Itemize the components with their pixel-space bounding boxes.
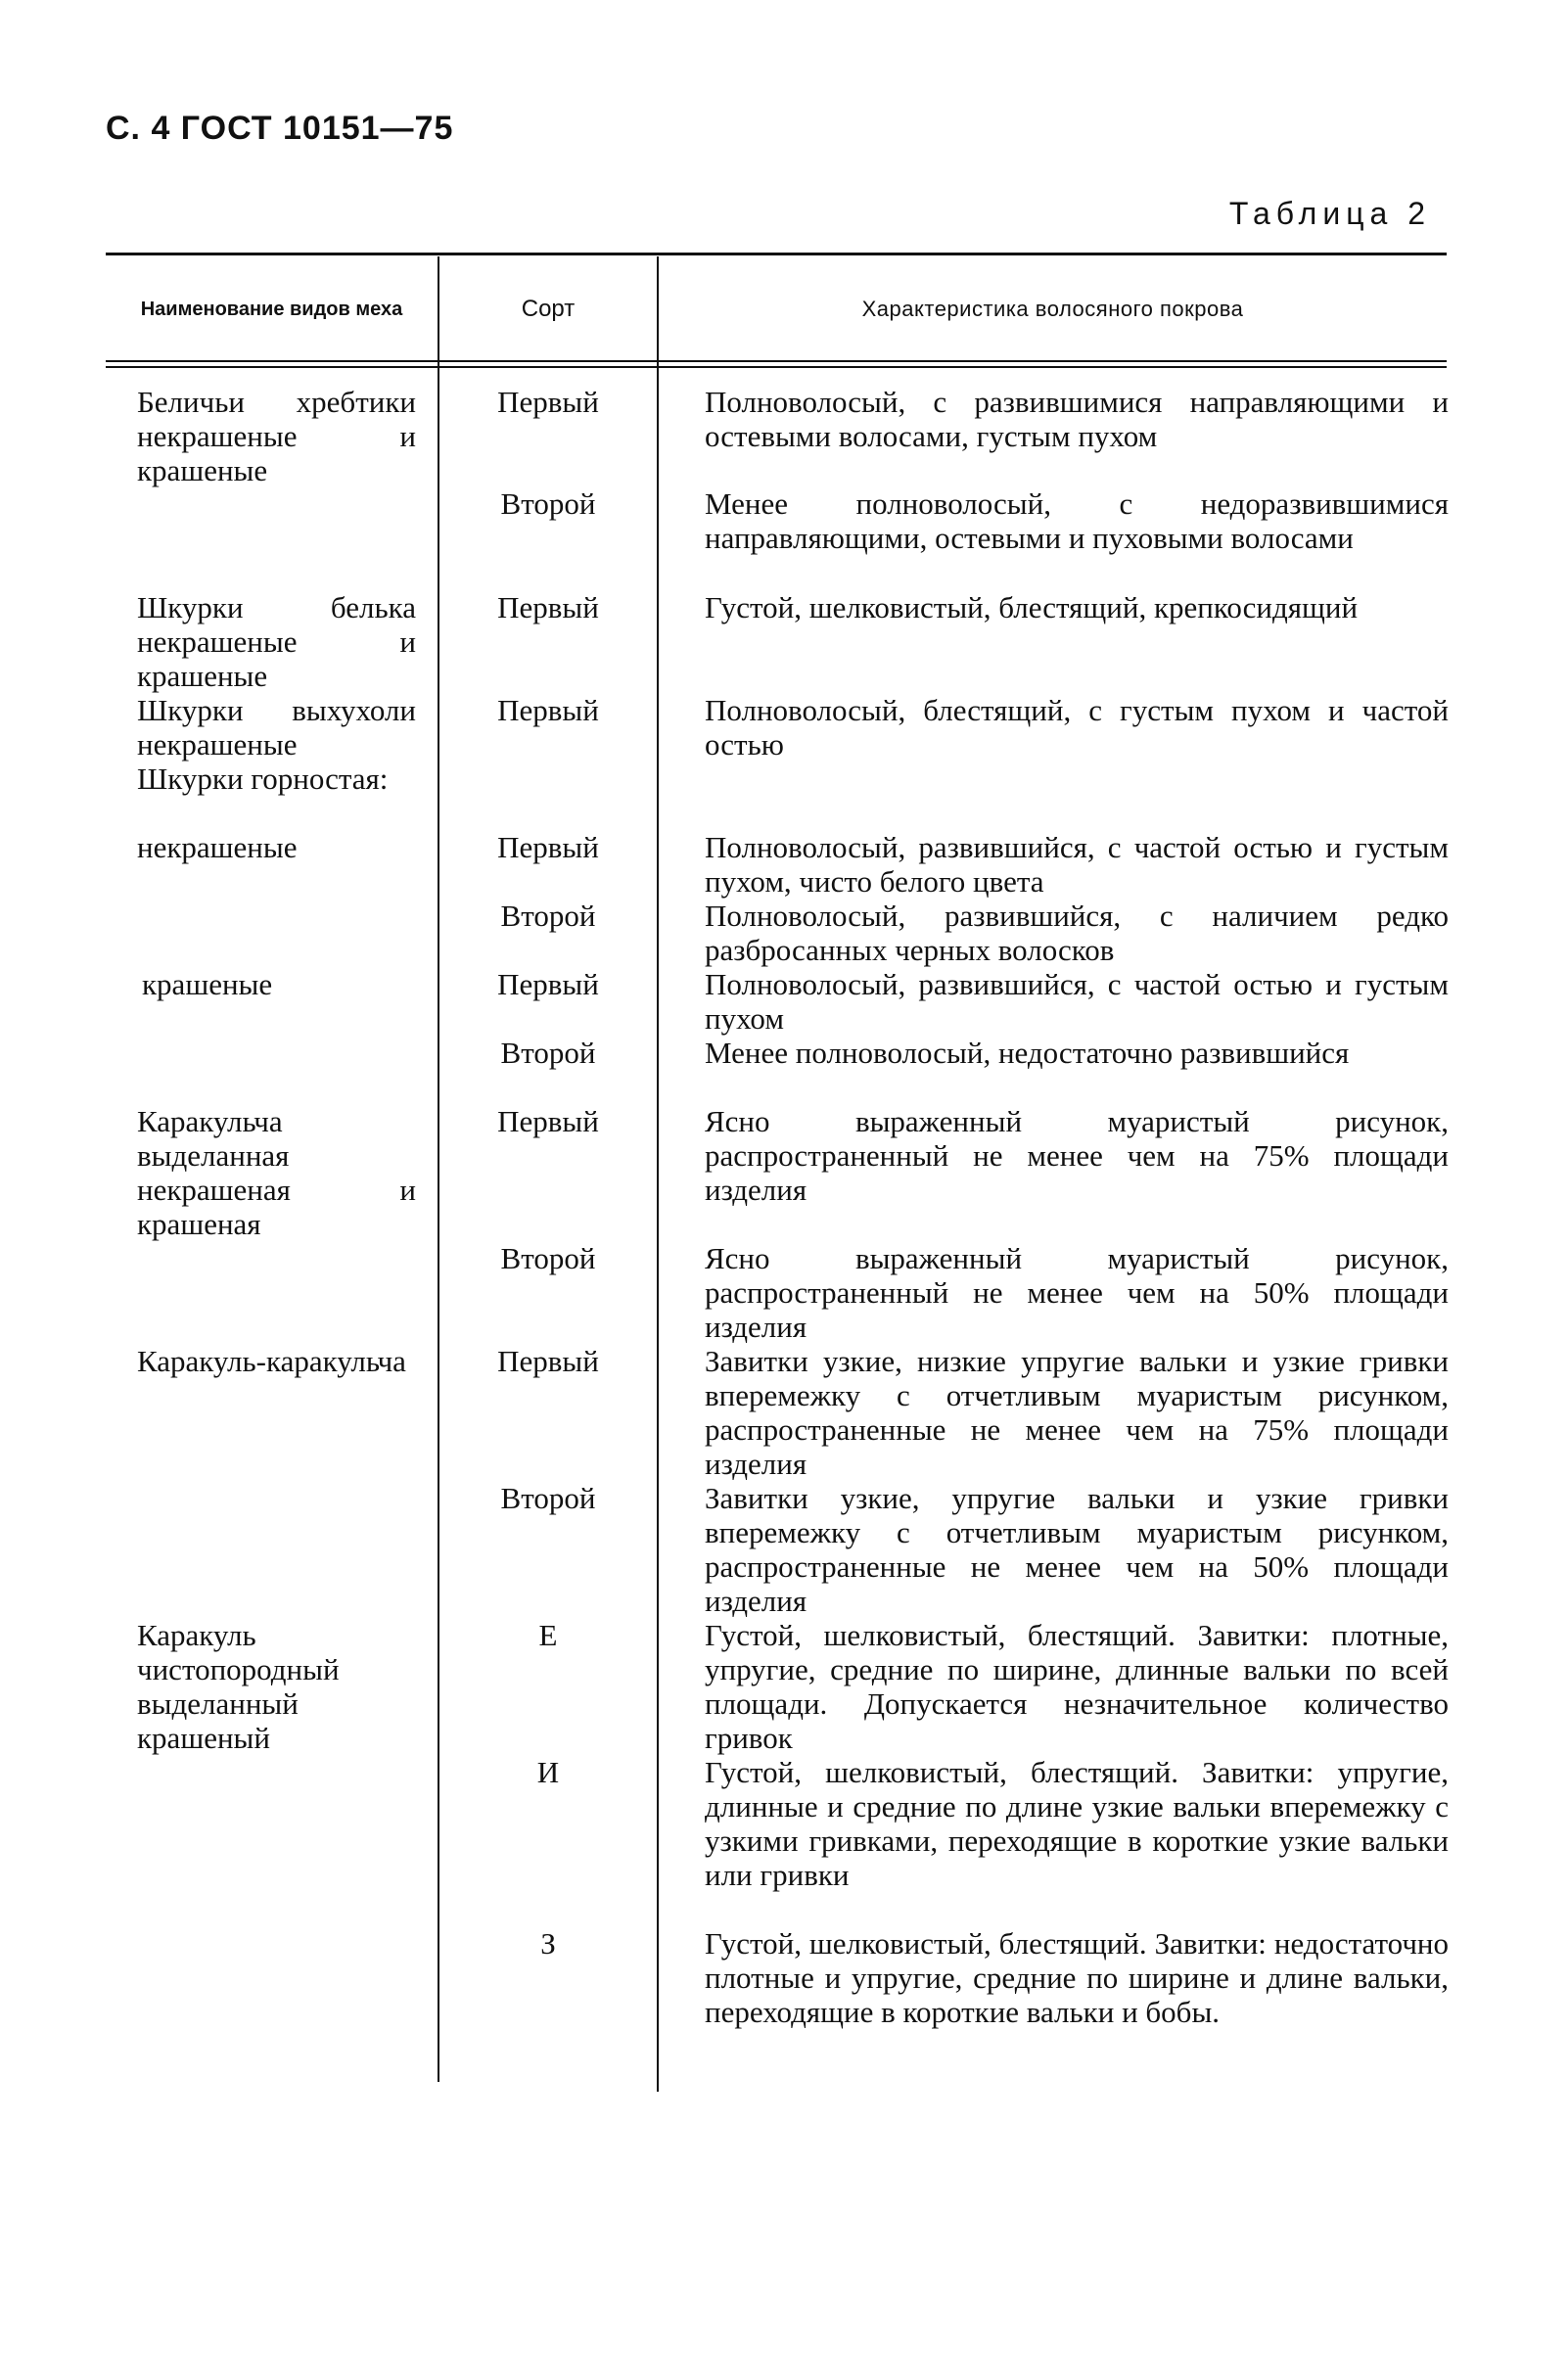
fur-name-cell: Беличьи хребтики некрашеные и крашеные xyxy=(137,385,416,487)
fur-name-cell: Каракуль-каракульча xyxy=(137,1344,406,1378)
characteristic-cell: Завитки узкие, упругие вальки и узкие гривки вперемежку с отчетливым муаристым рисунком, распространенные не менее чем на 50% площади изделия xyxy=(705,1481,1449,1618)
column-header-characteristic: Характеристика волосяного покрова xyxy=(861,297,1244,321)
grade-cell: Второй xyxy=(500,1481,596,1515)
table-top-rule xyxy=(106,253,1447,255)
grade-cell: Первый xyxy=(497,693,599,727)
header-underline-double xyxy=(106,366,1447,368)
grade-cell: Первый xyxy=(497,1104,599,1138)
characteristic-cell: Полноволосый, развившийся, с частой остью и густым пухом, чисто белого цвета xyxy=(705,830,1449,899)
header-underline xyxy=(106,360,1447,362)
fur-subname-cell: некрашеные xyxy=(137,830,298,864)
fur-name-cell: Каракульча выделанная некрашеная и крашеная xyxy=(137,1104,416,1241)
table-caption: Таблица 2 xyxy=(1228,196,1431,231)
characteristic-cell: Менее полноволосый, с недоразвившимися направляющими, остевыми и пуховыми волосами xyxy=(705,486,1449,555)
page-header: С. 4 ГОСТ 10151—75 xyxy=(106,110,454,147)
column-header-name: Наименование видов меха xyxy=(140,299,403,320)
fur-name-cell: Шкурки белька некрашеные и крашеные xyxy=(137,590,416,693)
grade-cell: Второй xyxy=(500,899,596,933)
characteristic-cell: Густой, шелковистый, блестящий. Завитки: недостаточно плотные и упругие, средние по ширине и длине вальки, переходящие в короткие вальки и бобы. xyxy=(705,1926,1449,2029)
grade-cell: Первый xyxy=(497,1344,599,1378)
grade-cell: Первый xyxy=(497,385,599,419)
characteristic-cell: Полноволосый, развившийся, с частой остью и густым пухом xyxy=(705,967,1449,1036)
grade-cell: И xyxy=(536,1755,560,1789)
grade-cell: Второй xyxy=(500,486,596,521)
column-divider xyxy=(438,256,439,2082)
characteristic-cell: Ясно выраженный муаристый рисунок, распространенный не менее чем на 75% площади изделия xyxy=(705,1104,1449,1207)
fur-name-cell: Шкурки выхухоли некрашеные xyxy=(137,693,416,762)
characteristic-cell: Полноволосый, с развившимися направляющими и остевыми волосами, густым пухом xyxy=(705,385,1449,453)
fur-subname-cell: крашеные xyxy=(142,967,273,1001)
characteristic-cell: Ясно выраженный муаристый рисунок, распространенный не менее чем на 50% площади изделия xyxy=(705,1241,1449,1344)
characteristic-cell: Густой, шелковистый, блестящий. Завитки: упругие, длинные и средние по длине узкие вальки вперемежку с узкими гривками, переходящие в короткие узкие вальки или гривки xyxy=(705,1755,1449,1892)
grade-cell: З xyxy=(540,1926,556,1961)
characteristic-cell: Густой, шелковистый, блестящий. Завитки: плотные, упругие, средние по ширине, длинные вальки по всей площади. Допускается незначительное количество гривок xyxy=(705,1618,1449,1755)
column-header-sort: Сорт xyxy=(521,296,576,322)
grade-cell: Е xyxy=(538,1618,558,1652)
grade-cell: Первый xyxy=(497,967,599,1001)
grade-cell: Первый xyxy=(497,590,599,624)
characteristic-cell: Менее полноволосый, недостаточно развившийся xyxy=(705,1036,1350,1070)
grade-cell: Первый xyxy=(497,830,599,864)
column-divider xyxy=(657,256,659,2092)
characteristic-cell: Полноволосый, развившийся, с наличием редко разбросанных черных волосков xyxy=(705,899,1449,967)
characteristic-cell: Завитки узкие, низкие упругие вальки и узкие гривки вперемежку с отчетливым муаристым рисунком, распространенные не менее чем на 75% площади изделия xyxy=(705,1344,1449,1481)
grade-cell: Второй xyxy=(500,1036,596,1070)
grade-cell: Второй xyxy=(500,1241,596,1275)
characteristic-cell: Густой, шелковистый, блестящий, крепкосидящий xyxy=(705,590,1359,624)
fur-name-cell: Шкурки горностая: xyxy=(137,762,389,796)
characteristic-cell: Полноволосый, блестящий, с густым пухом и частой остью xyxy=(705,693,1449,762)
fur-name-cell: Каракуль чистопородный выделанный крашеный xyxy=(137,1618,340,1755)
